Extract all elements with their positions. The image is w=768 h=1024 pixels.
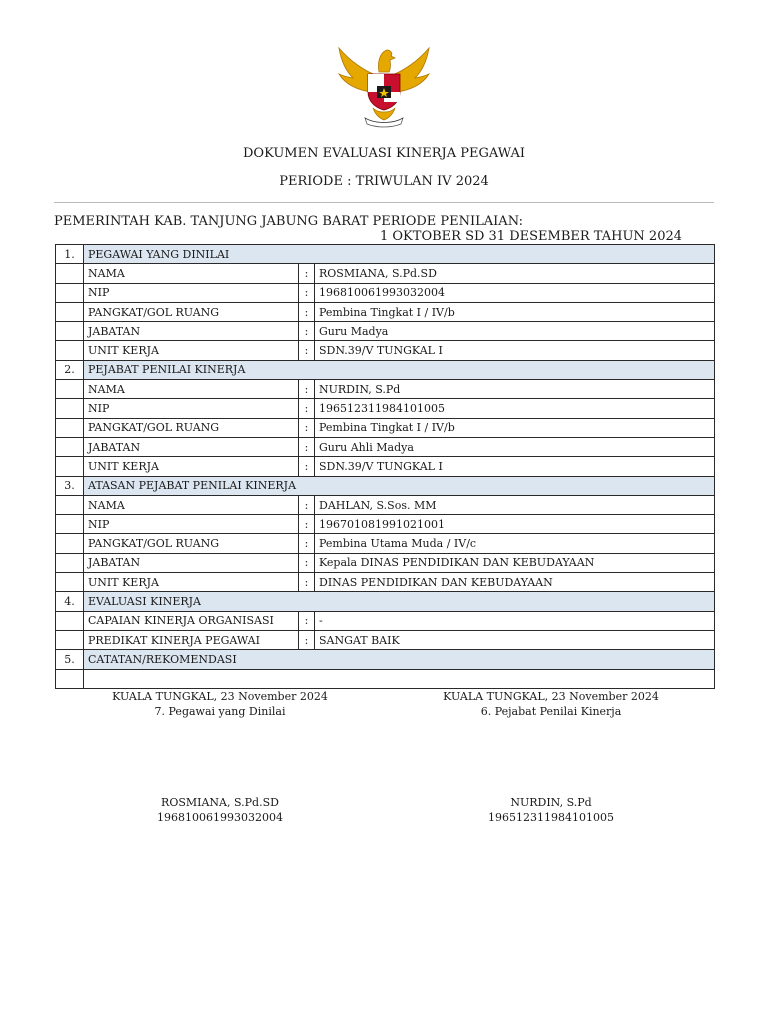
table-row: NIP : 196810061993032004 bbox=[56, 283, 715, 302]
section-header bbox=[56, 245, 715, 264]
field-value: SANGAT BAIK bbox=[315, 630, 715, 649]
field-label: CAPAIAN KINERJA ORGANISASI bbox=[84, 611, 299, 630]
field-value: Pembina Tingkat I / IV/b bbox=[315, 302, 715, 321]
field-value: NURDIN, S.Pd bbox=[315, 380, 715, 399]
period-title: PERIODE : TRIWULAN IV 2024 bbox=[279, 174, 489, 189]
field-value: 196701081991021001 bbox=[315, 515, 715, 534]
table-row: PANGKAT/GOL RUANG : Pembina Tingkat I / IV/b bbox=[56, 418, 715, 437]
field-value: DINAS PENDIDIKAN DAN KEBUDAYAAN bbox=[315, 573, 715, 592]
section-title: CATATAN/REKOMENDASI bbox=[84, 650, 715, 669]
section-title: EVALUASI KINERJA bbox=[84, 592, 715, 611]
section-title: ATASAN PEJABAT PENILAI KINERJA bbox=[84, 476, 715, 495]
table-row: JABATAN : Guru Ahli Madya bbox=[56, 437, 715, 456]
divider bbox=[54, 202, 714, 203]
field-label: NIP bbox=[84, 399, 299, 418]
field-label: NAMA bbox=[84, 264, 299, 283]
section-number: 1. bbox=[56, 245, 84, 264]
section-header bbox=[56, 476, 715, 495]
table-row: PANGKAT/GOL RUANG : Pembina Tingkat I / IV/b bbox=[56, 302, 715, 321]
signatory-left bbox=[80, 795, 360, 825]
field-label: NIP bbox=[84, 283, 299, 302]
table-row: JABATAN : Guru Madya bbox=[56, 322, 715, 341]
section-header bbox=[56, 650, 715, 669]
section-number: 2. bbox=[56, 360, 84, 379]
field-value: 196810061993032004 bbox=[315, 283, 715, 302]
section-number: 4. bbox=[56, 592, 84, 611]
field-label: PREDIKAT KINERJA PEGAWAI bbox=[84, 630, 299, 649]
field-value: SDN.39/V TUNGKAL I bbox=[315, 341, 715, 360]
field-value: ROSMIANA, S.Pd.SD bbox=[315, 264, 715, 283]
signatory-name: NURDIN, S.Pd bbox=[510, 796, 592, 809]
field-label: NIP bbox=[84, 515, 299, 534]
field-value: SDN.39/V TUNGKAL I bbox=[315, 457, 715, 476]
field-label: JABATAN bbox=[84, 553, 299, 572]
assessment-period: 1 OKTOBER SD 31 DESEMBER TAHUN 2024 bbox=[380, 229, 683, 244]
table-row: UNIT KERJA : SDN.39/V TUNGKAL I bbox=[56, 457, 715, 476]
section-header bbox=[56, 360, 715, 379]
field-label: UNIT KERJA bbox=[84, 457, 299, 476]
signature-role: 7. Pegawai yang Dinilai bbox=[154, 705, 286, 718]
field-value: Guru Ahli Madya bbox=[315, 437, 715, 456]
field-label: PANGKAT/GOL RUANG bbox=[84, 534, 299, 553]
signature-place-date: KUALA TUNGKAL, 23 November 2024 bbox=[443, 690, 659, 703]
table-row: NAMA : NURDIN, S.Pd bbox=[56, 380, 715, 399]
garuda-pancasila-emblem bbox=[335, 42, 433, 132]
table-row: NAMA : ROSMIANA, S.Pd.SD bbox=[56, 264, 715, 283]
field-label: UNIT KERJA bbox=[84, 341, 299, 360]
section-header bbox=[56, 592, 715, 611]
table-row: NIP : 196701081991021001 bbox=[56, 515, 715, 534]
table-row: JABATAN : Kepala DINAS PENDIDIKAN DAN KEBUDAYAAN bbox=[56, 553, 715, 572]
field-value: 196512311984101005 bbox=[315, 399, 715, 418]
signatory-name: ROSMIANA, S.Pd.SD bbox=[161, 796, 279, 809]
table-row: NIP : 196512311984101005 bbox=[56, 399, 715, 418]
table-row: PREDIKAT KINERJA PEGAWAI : SANGAT BAIK bbox=[56, 630, 715, 649]
field-label: PANGKAT/GOL RUANG bbox=[84, 302, 299, 321]
signature-block-right bbox=[411, 689, 691, 719]
signatory-nip: 196810061993032004 bbox=[157, 811, 283, 824]
field-value: - bbox=[315, 611, 715, 630]
section-number: 5. bbox=[56, 650, 84, 669]
signature-role: 6. Pejabat Penilai Kinerja bbox=[480, 705, 622, 718]
table-row: NAMA : DAHLAN, S.Sos. MM bbox=[56, 495, 715, 514]
evaluation-table bbox=[55, 244, 715, 689]
field-value: Pembina Tingkat I / IV/b bbox=[315, 418, 715, 437]
table-row: CAPAIAN KINERJA ORGANISASI : - bbox=[56, 611, 715, 630]
field-label: JABATAN bbox=[84, 437, 299, 456]
field-value: DAHLAN, S.Sos. MM bbox=[315, 495, 715, 514]
notes-field bbox=[84, 669, 715, 688]
signatory-nip: 196512311984101005 bbox=[488, 811, 614, 824]
section-title: PEGAWAI YANG DINILAI bbox=[84, 245, 715, 264]
table-row: UNIT KERJA : SDN.39/V TUNGKAL I bbox=[56, 341, 715, 360]
signature-place-date: KUALA TUNGKAL, 23 November 2024 bbox=[112, 690, 328, 703]
government-line: PEMERINTAH KAB. TANJUNG JABUNG BARAT PERIODE PENILAIAN: bbox=[54, 214, 523, 229]
field-label: NAMA bbox=[84, 380, 299, 399]
table-row: UNIT KERJA : DINAS PENDIDIKAN DAN KEBUDAYAAN bbox=[56, 573, 715, 592]
field-label: UNIT KERJA bbox=[84, 573, 299, 592]
section-number: 3. bbox=[56, 476, 84, 495]
field-value: Guru Madya bbox=[315, 322, 715, 341]
field-label: JABATAN bbox=[84, 322, 299, 341]
document-title: DOKUMEN EVALUASI KINERJA PEGAWAI bbox=[243, 146, 525, 161]
field-value: Kepala DINAS PENDIDIKAN DAN KEBUDAYAAN bbox=[315, 553, 715, 572]
field-value: Pembina Utama Muda / IV/c bbox=[315, 534, 715, 553]
field-label: PANGKAT/GOL RUANG bbox=[84, 418, 299, 437]
table-row: PANGKAT/GOL RUANG : Pembina Utama Muda / IV/c bbox=[56, 534, 715, 553]
notes-row bbox=[56, 669, 715, 688]
signatory-right bbox=[411, 795, 691, 825]
field-label: NAMA bbox=[84, 495, 299, 514]
signature-block-left bbox=[80, 689, 360, 719]
section-title: PEJABAT PENILAI KINERJA bbox=[84, 360, 715, 379]
